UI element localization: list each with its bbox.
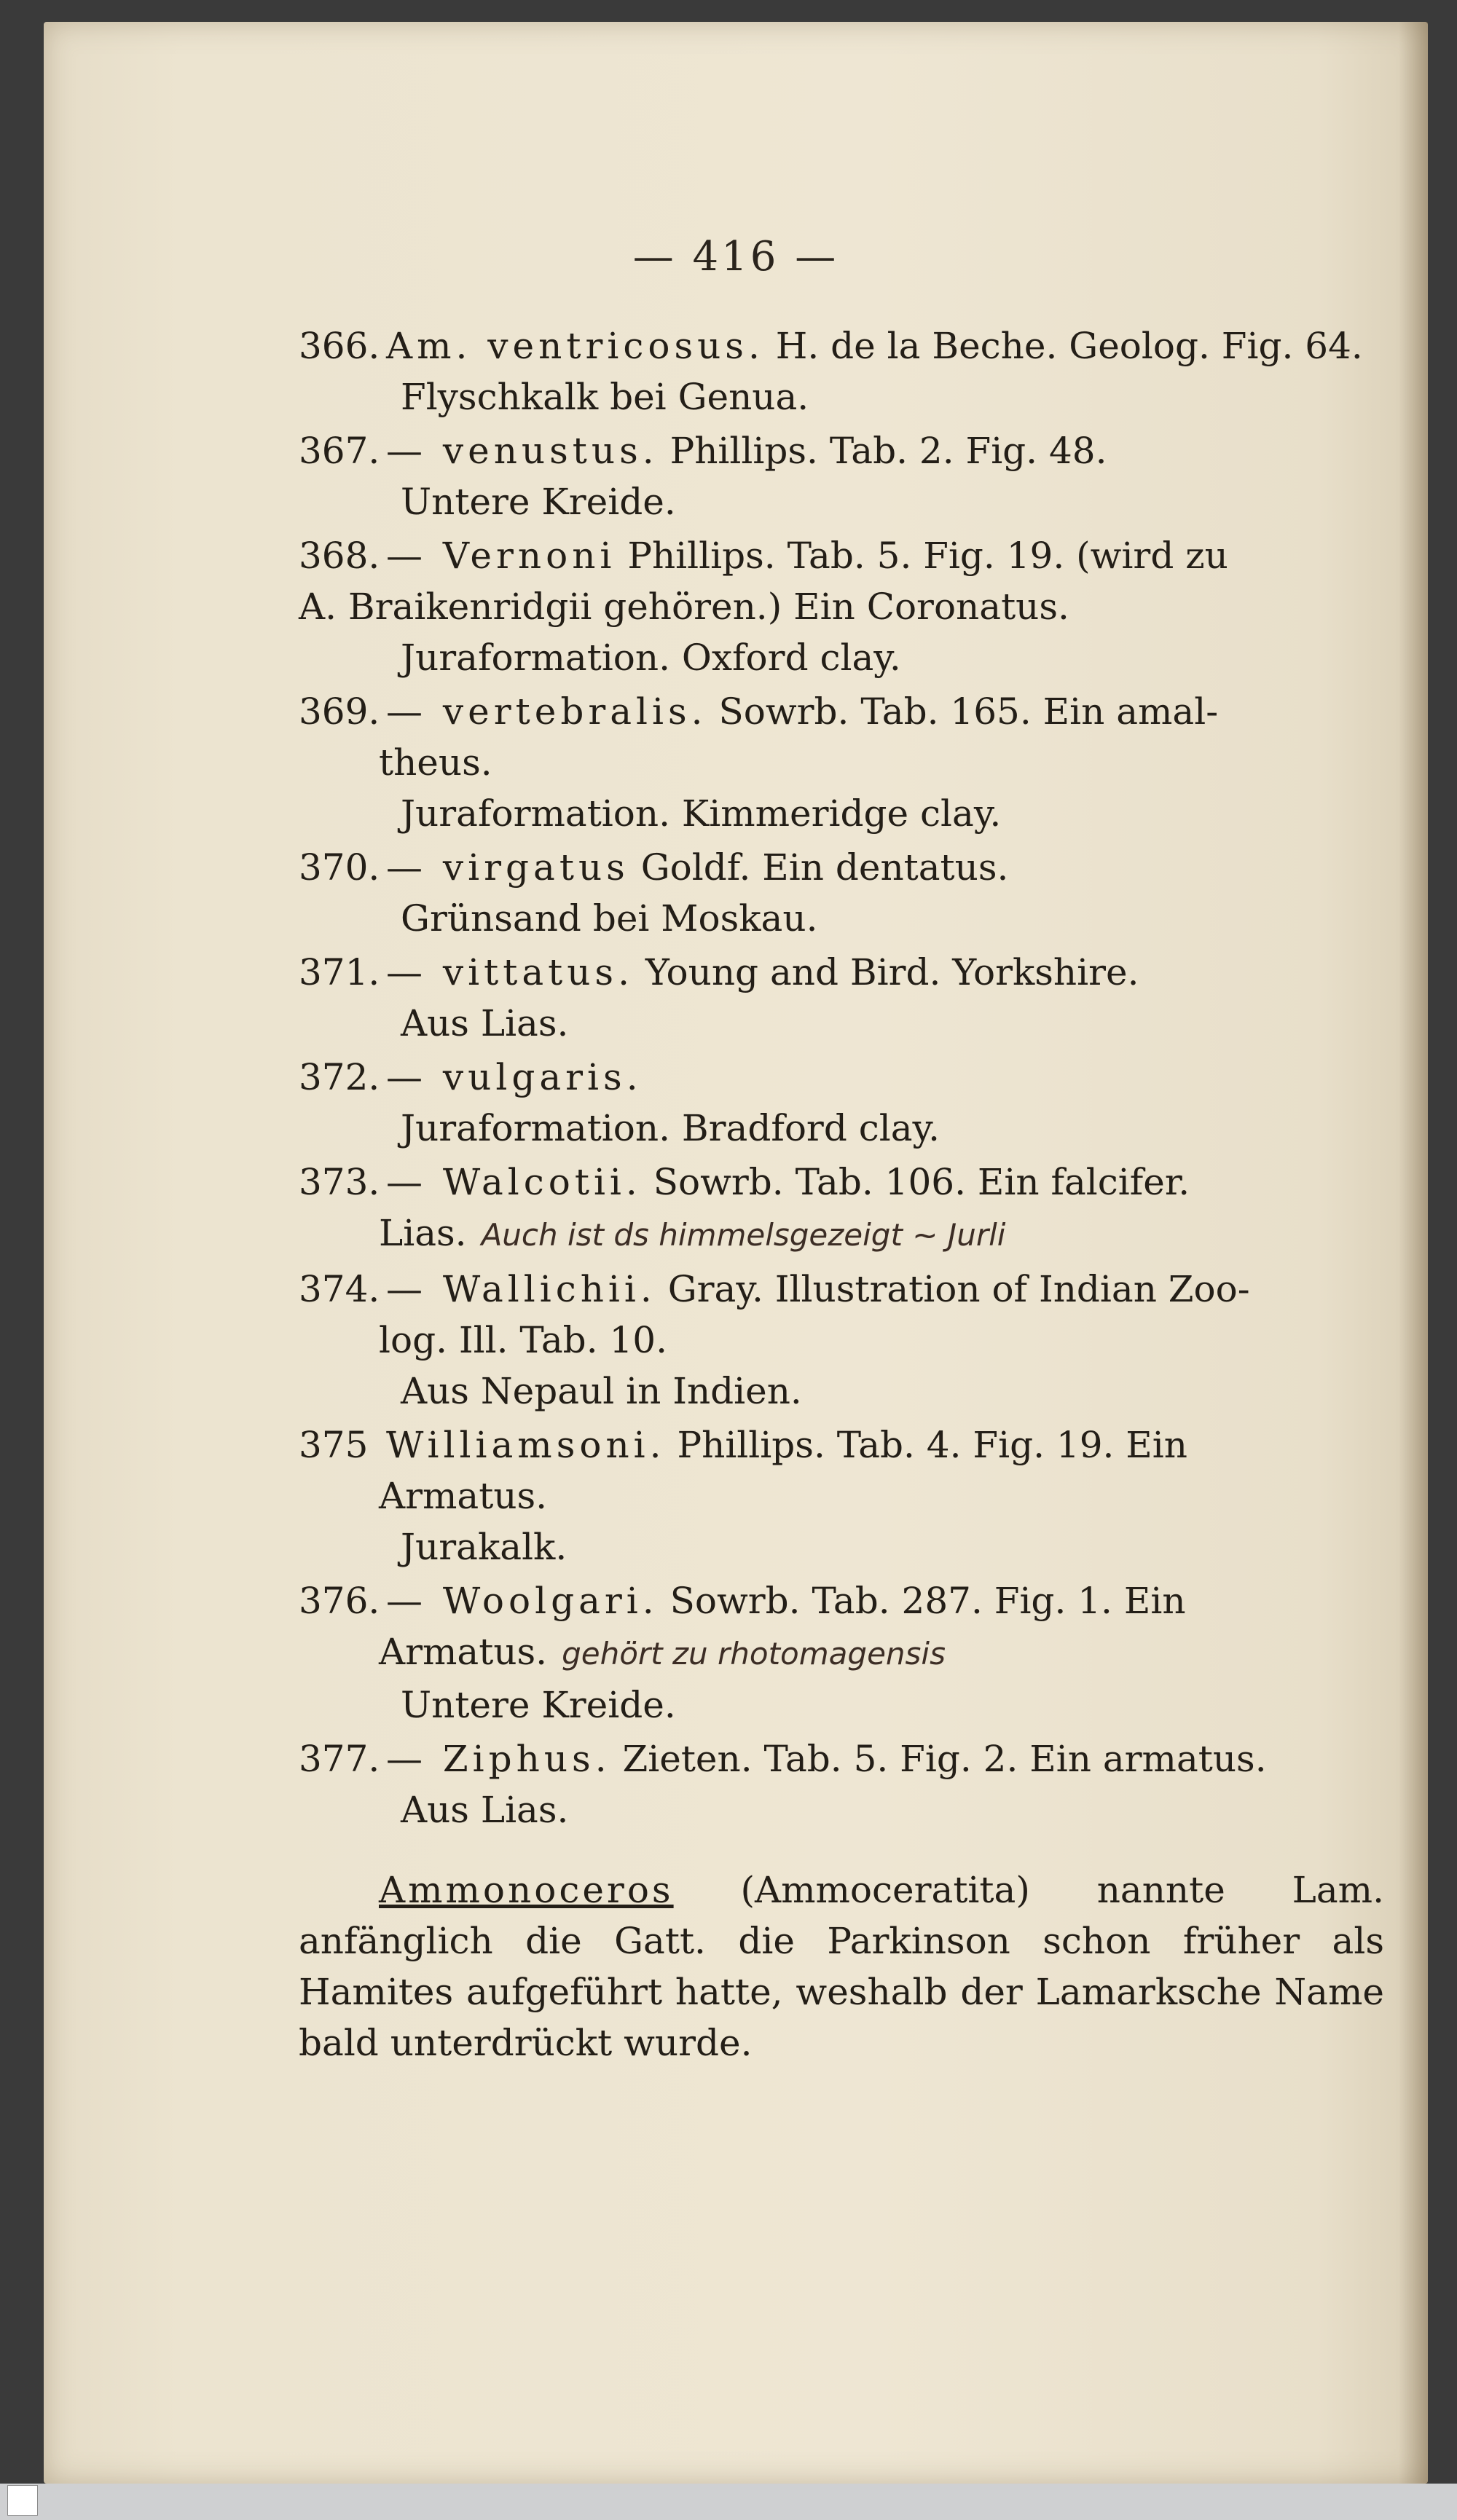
page-edge-shadow [1399,22,1428,2484]
list-item [299,530,1384,683]
library-logo-icon [7,2485,38,2516]
entry-number: 374. [299,1268,380,1310]
entry-species: — virgatus [386,846,629,889]
entry-species: — Ziphus. [386,1738,611,1780]
entry-number: 377. [299,1738,380,1780]
list-item [299,320,1384,422]
entry-reference: Phillips. Tab. 2. Fig. 48. [669,430,1107,472]
closing-text: (Ammoceratita) nannte Lam. anfänglich die Gatt. die Parkinson schon früher als Hamites aufgeführt hatte, weshalb der Lamarksche Name bald unterdrückt wurde. [299,1869,1384,2064]
entry-reference: Phillips. Tab. 4. Fig. 19. Ein [677,1424,1187,1466]
entry-species: Am. ventricosus. [386,325,764,367]
entry-species: Williamsoni. [386,1424,666,1466]
entry-species: — vittatus. [386,951,634,993]
entry-species: — Wallichii. [386,1268,656,1310]
list-item [299,1157,1384,1261]
entry-continuation: A. Braikenridgii gehören.) Ein Coronatus. [299,586,1069,628]
list-item [299,842,1384,944]
entry-reference: H. de la Beche. Geolog. Fig. 64. [775,325,1363,367]
entry-reference: Zieten. Tab. 5. Fig. 2. Ein armatus. [622,1738,1267,1780]
entry-species: — vertebralis. [386,690,707,733]
entry-reference: Young and Bird. Yorkshire. [645,951,1139,993]
entry-continuation: theus. [379,741,492,784]
viewer-footer-bar [0,2484,1457,2520]
entry-list [299,320,1384,2068]
entry-locality: Grünsand bei Moskau. [401,897,818,940]
entry-locality: Untere Kreide. [401,1684,676,1726]
list-item [299,947,1384,1049]
entry-reference: Sowrb. Tab. 106. Ein falcifer. [653,1161,1190,1203]
handwritten-note: gehört zu rhotomagensis [562,1636,946,1672]
entry-locality: Juraformation. Oxford clay. [401,637,901,679]
list-item [299,425,1384,527]
entry-locality: Aus Lias. [401,1002,569,1044]
entry-number: 367. [299,430,380,472]
book-page [44,22,1428,2484]
entry-number: 372. [299,1056,380,1098]
handwritten-note: Auch ist ds himmelsgezeigt ~ Jurli [481,1217,1006,1253]
entry-continuation: Armatus. [379,1475,548,1517]
list-item [299,686,1384,839]
entry-number: 375 [299,1424,369,1466]
entry-continuation: log. Ill. Tab. 10. [379,1319,667,1361]
entry-reference: Phillips. Tab. 5. Fig. 19. (wird zu [627,535,1228,577]
closing-paragraph [299,1865,1384,2068]
entry-number: 368. [299,535,380,577]
entry-reference: Sowrb. Tab. 287. Fig. 1. Ein [669,1580,1186,1622]
entry-locality: Untere Kreide. [401,481,676,523]
entry-species: — vulgaris. [386,1056,643,1098]
entry-number: 366. [299,325,380,367]
entry-locality: Lias. [379,1212,467,1254]
entry-locality: Aus Lias. [401,1789,569,1831]
entry-number: 370. [299,846,380,889]
entry-species: — venustus. [386,430,659,472]
page-number: — 416 — [632,233,839,280]
entry-locality: Juraformation. Bradford clay. [401,1107,940,1149]
entry-number: 371. [299,951,380,993]
entry-reference: Gray. Illustration of Indian Zoo- [667,1268,1250,1310]
list-item [299,1052,1384,1154]
entry-locality: Aus Nepaul in Indien. [401,1370,802,1412]
entry-locality: Flyschkalk bei Genua. [401,376,809,418]
list-item [299,1420,1384,1572]
list-item [299,1733,1384,1835]
entry-species: — Vernoni [386,535,616,577]
list-item [299,1264,1384,1417]
entry-number: 369. [299,690,380,733]
entry-locality: Juraformation. Kimmeridge clay. [401,792,1002,835]
entry-reference: Sowrb. Tab. 165. Ein amal- [718,690,1219,733]
closing-term: Ammonoceros [379,1869,674,1911]
entry-number: 373. [299,1161,380,1203]
entry-species: — Walcotii. [386,1161,642,1203]
entry-reference: Goldf. Ein dentatus. [640,846,1009,889]
list-item [299,1575,1384,1730]
entry-species: — Woolgari. [386,1580,659,1622]
entry-number: 376. [299,1580,380,1622]
entry-locality: Jurakalk. [401,1526,568,1568]
entry-continuation: Armatus. [379,1631,548,1673]
